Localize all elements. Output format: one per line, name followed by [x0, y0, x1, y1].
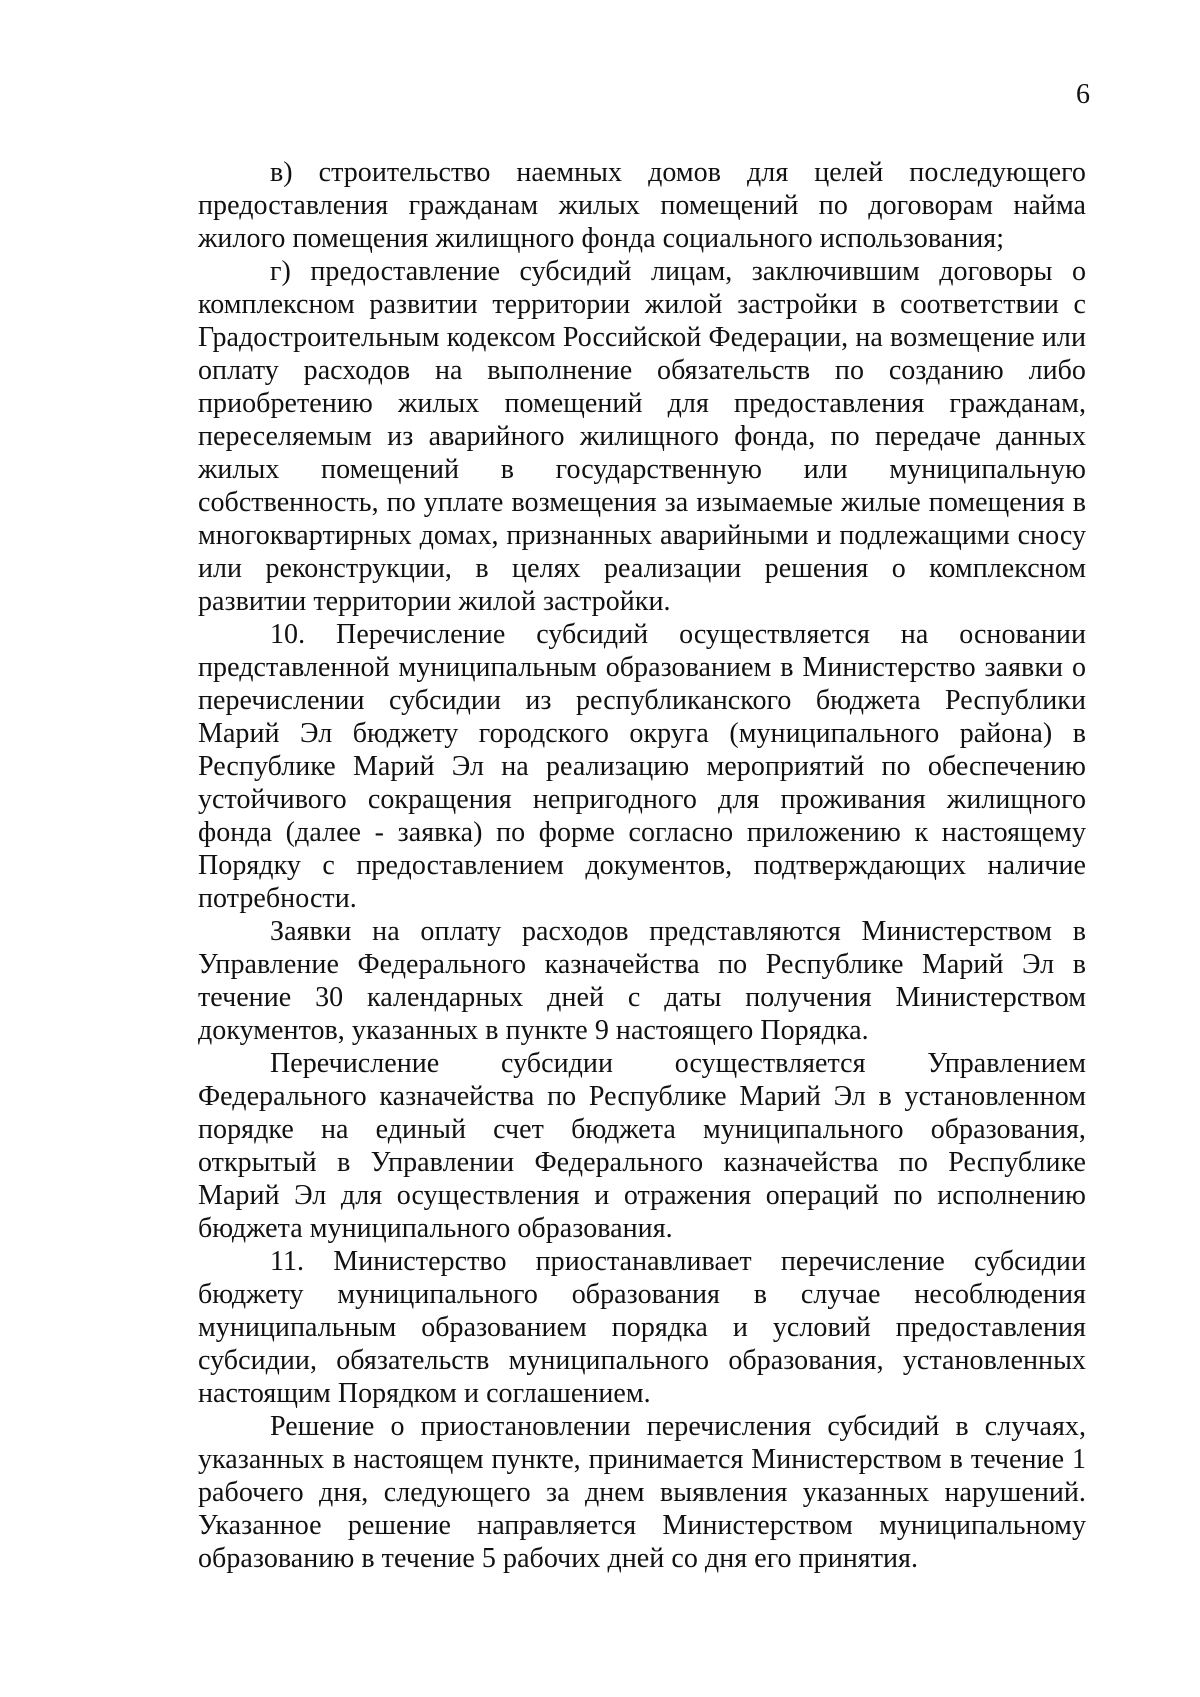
paragraph-suspension-decision: Решение о приостановлении перечисления субсидий в случаях, указанных в настоящем пункте, принимается Министерством в течение 1 рабочего дня, следующего за днем выявления указанных нарушений. Указанное решение направляется Министерством муниципальному образованию в течение 5 рабочих дней со дня его принятия. [198, 1411, 1086, 1574]
paragraph-clause-11: 11. Министерство приостанавливает перечисление субсидии бюджету муниципального образования в случае несоблюдения муниципальным образованием порядка и условий предоставления субсидии, обязательств муниципального образования, установленных настоящим Порядком и соглашением. [198, 1246, 1086, 1409]
document-body [198, 156, 1086, 1575]
paragraph-item-v: в) строительство наемных домов для целей последующего предоставления гражданам жилых помещений по договорам найма жилого помещения жилищного фонда социального использования; [198, 157, 1086, 254]
page-number: 6 [1076, 79, 1090, 110]
paragraph-applications: Заявки на оплату расходов представляются Министерством в Управление Федерального казначейства по Республике Марий Эл в течение 30 календарных дней с даты получения Министерством документов, указанных в пункте 9 настоящего Порядка. [198, 916, 1086, 1046]
paragraph-item-g: г) предоставление субсидий лицам, заключившим договоры о комплексном развитии территории жилой застройки в соответствии с Градостроительным кодексом Российской Федерации, на возмещение или оплату расходов на выполнение обязательств по созданию либо приобретению жилых помещений для предоставления гражданам, переселяемым из аварийного жилищного фонда, по передаче данных жилых помещений в государственную или муниципальную собственность, по уплате возмещения за изымаемые жилые помещения в многоквартирных домах, признанных аварийными и подлежащими сносу или реконструкции, в целях реализации решения о комплексном развитии территории жилой застройки. [198, 256, 1086, 617]
paragraph-clause-10: 10. Перечисление субсидий осуществляется на основании представленной муниципальным образованием в Министерство заявки о перечислении субсидии из республиканского бюджета Республики Марий Эл бюджету городского округа (муниципального района) в Республике Марий Эл на реализацию мероприятий по обеспечению устойчивого сокращения непригодного для проживания жилищного фонда (далее - заявка) по форме согласно приложению к настоящему Порядку с предоставлением документов, подтверждающих наличие потребности. [198, 619, 1086, 914]
paragraph-transfer: Перечисление субсидии осуществляется Управлением Федерального казначейства по Республике Марий Эл в установленном порядке на единый счет бюджета муниципального образования, открытый в Управлении Федерального казначейства по Республике Марий Эл для осуществления и отражения операций по исполнению бюджета муниципального образования. [198, 1048, 1086, 1244]
